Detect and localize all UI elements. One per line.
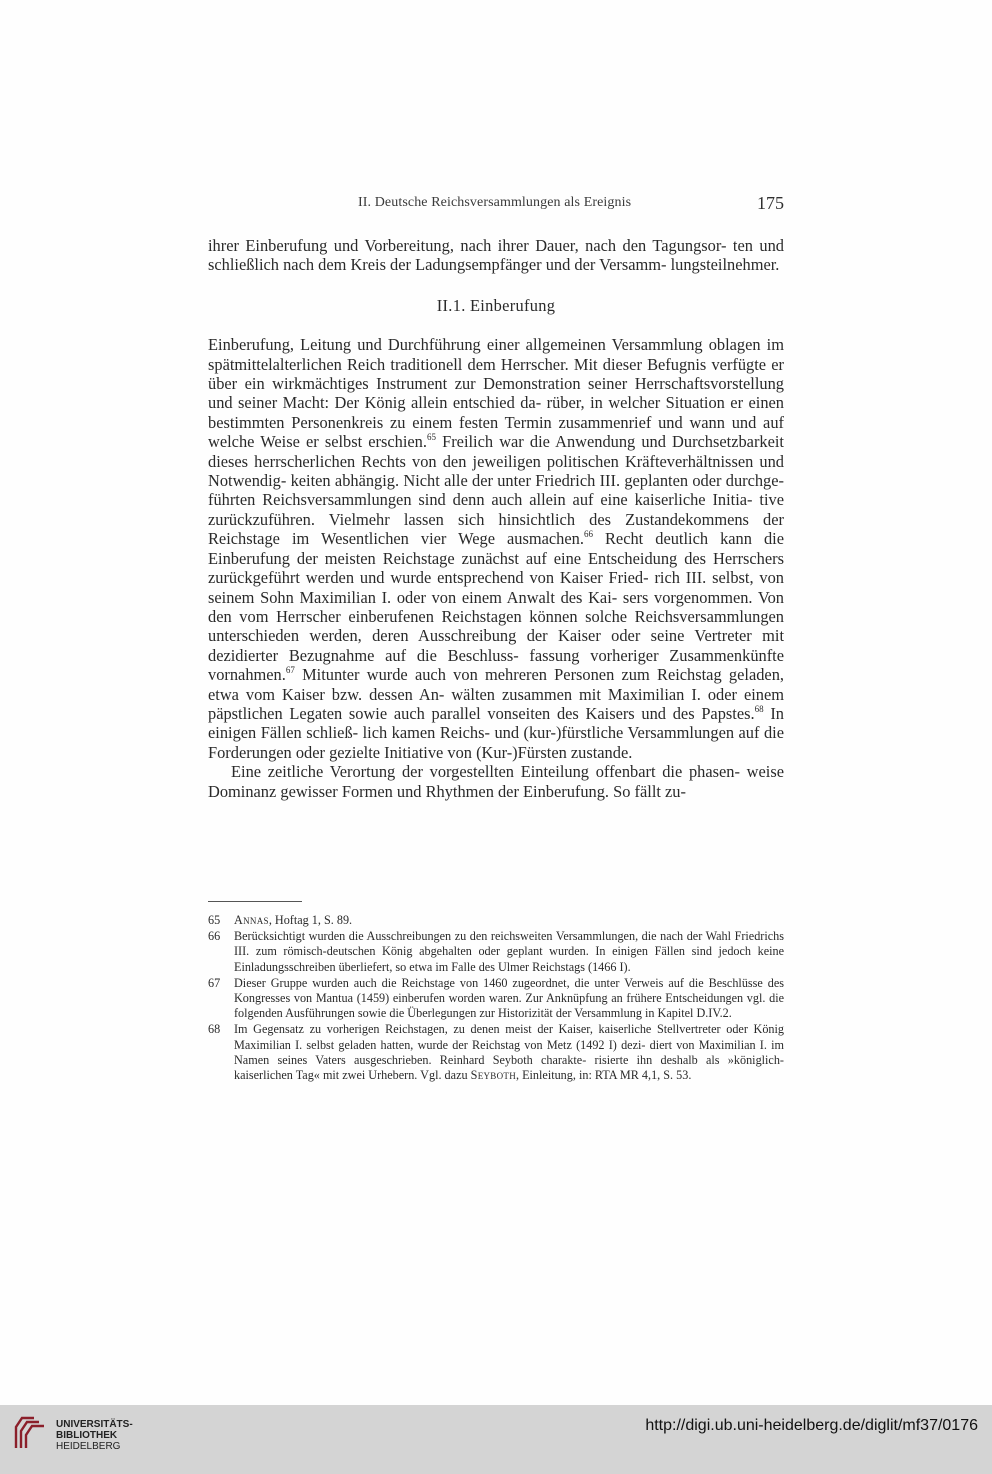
- author-name: Seyboth: [470, 1068, 516, 1083]
- footnotes: [208, 913, 784, 1084]
- library-footer: [0, 1405, 992, 1474]
- library-name-line: BIBLIOTHEK: [56, 1430, 118, 1441]
- text-run: Recht deutlich kann die Einberufung der meisten Reichstage zunächst auf eine Entscheidung des Herrschers zurückgeführt werden und wurde entsprechend von Kaiser Fried- rich III. selbst, von seinem Sohn Maximilian I. oder von einem Anwalt des Kai- sers vorgenommen. Von den vom Herrscher einberufenen Reichstagen können solche Reichsversammlungen unterschieden werden, deren Ausschreibung der Kaiser oder seine Vertreter mit dezidierter Bezugnahme auf die Beschluss- fassung vorheriger Zusammenkünfte vornahmen.: [208, 529, 784, 685]
- page-number: 175: [757, 193, 784, 213]
- permalink-url[interactable]: http://digi.ub.uni-heidelberg.de/diglit/mf37/0176: [645, 1417, 978, 1434]
- footnote-ref-66[interactable]: 66: [583, 529, 593, 540]
- citation-text: , Einleitung, in: RTA MR 4,1, S. 53.: [516, 1068, 692, 1083]
- footnote-text: [234, 913, 784, 928]
- text-run: Mitunter wurde auch von mehreren Personen zum Reichstag geladen, etwa vom Kaiser bzw. dessen An- wälten zusammen mit Maximilian I. oder einem päpstlichen Legaten sowie auch parallel vonseiten des Kaisers und des Papstes.: [208, 665, 784, 723]
- footnote-number: 68: [208, 1022, 221, 1037]
- library-name-line: HEIDELBERG: [56, 1441, 121, 1452]
- footnote-text: [234, 1022, 784, 1083]
- footnote-number: 66: [208, 929, 221, 944]
- footnote-ref-68[interactable]: 68: [754, 703, 764, 714]
- footnote-divider: [208, 901, 302, 902]
- footnote-number: 65: [208, 913, 221, 927]
- paragraph-continuation: ihrer Einberufung und Vorbereitung, nach ihrer Dauer, nach den Tagungsor- ten und schließlich nach dem Kreis der Ladungsempfänger und der Versamm- lungsteilnehmer.: [208, 236, 784, 275]
- footnote-ref-67[interactable]: 67: [285, 665, 295, 676]
- library-logo-icon[interactable]: [12, 1415, 48, 1451]
- footnote-66: [208, 929, 784, 975]
- paragraph-einberufung: [208, 335, 784, 762]
- library-name-line: UNIVERSITÄTS-: [56, 1419, 133, 1430]
- footnote-text: Dieser Gruppe wurden auch die Reichstage von 1460 zugeordnet, die unter Verweis auf die Beschlüsse des Kongresses von Mantua (1459) einberufen worden waren. Zur Anknüpfung an frühere Entscheidungen vgl. die folgenden Ausführungen sowie die Überlegungen zur Historizität der Versammlung in Kapitel D.IV.2.: [234, 975, 784, 1021]
- library-name[interactable]: [56, 1419, 133, 1452]
- text-run: In einigen Fällen schließ- lich kamen Reichs- und (kur-)fürstliche Versammlungen auf die Forderungen oder gezielte Initiative von (Kur-)Fürsten zustande.: [208, 703, 784, 762]
- footnote-number: 67: [208, 975, 221, 990]
- footnote-68: [208, 1022, 784, 1083]
- citation-text: , Hoftag 1, S. 89.: [268, 913, 353, 927]
- text-run: Freilich war die Anwendung und Durchsetzbarkeit dieses herrscherlichen Rechts von den jeweiligen politischen Kräfteverhältnissen und Notwendig- keiten abhängig. Nicht alle der unter Friedrich III. geplanten oder durchge- führten Reichsversammlungen sind denn auch allein auf eine kaiserliche Initia- tive zurückzuführen. Vielmehr lassen sich hinsichtlich des Zustandekommens der Reichstage im Wesentlichen vier Wege ausmachen.: [208, 432, 784, 549]
- footnote-ref-65[interactable]: 65: [426, 432, 436, 443]
- citation-text: Im Gegensatz zu vorherigen Reichstagen, zu denen meist der Kaiser, kaiserliche Stellvertreter oder König Maximilian I. selbst geladen hatten, wurde der Reichstag von Metz (1492 I) dezi- diert von Maximilian I. im Namen seines Vaters ausgeschrieben. Reinhard Seyboth charakte- risierte ihn deshalb als »königlich-kaiserlichen Tag« mit zwei Urhebern. Vgl. dazu: [234, 1022, 784, 1083]
- text-run: Einberufung, Leitung und Durchführung einer allgemeinen Versammlung oblagen im spätmittelalterlichen Reich traditionell dem Herrscher. Mit dieser Befugnis verfügte er über ein wirkmächtiges Instrument zur Demonstration seiner Herrschaftsvorstellung und seiner Macht: Der König allein entschied da- rüber, in welcher Situation er einen bestimmten Personenkreis zu einem festen Termin zusammenrief und wann und auf welche Weise er selbst erschien.: [208, 335, 784, 452]
- footnote-65: [208, 913, 784, 928]
- running-title: II. Deutsche Reichsversammlungen als Ereignis: [358, 195, 632, 210]
- paragraph-verortung: Eine zeitliche Verortung der vorgestellten Einteilung offenbart die phasen- weise Dominanz gewisser Formen und Rhythmen der Einberufung. So fällt zu-: [208, 762, 784, 801]
- running-head: [208, 195, 784, 217]
- footnote-text: Berücksichtigt wurden die Ausschreibungen zu den reichsweiten Versammlungen, die nach der Wahl Friedrichs III. zum römisch-deutschen König abgehalten oder geplant wurden. In einigen Fällen sind jedoch keine Einladungsschreiben überliefert, so etwa im Falle des Ulmer Reichstags (1466 I).: [234, 929, 784, 974]
- main-text: [208, 236, 784, 801]
- author-name: Annas: [234, 913, 269, 927]
- footnote-67: [208, 976, 784, 1022]
- section-heading: II.1. Einberufung: [436, 295, 556, 315]
